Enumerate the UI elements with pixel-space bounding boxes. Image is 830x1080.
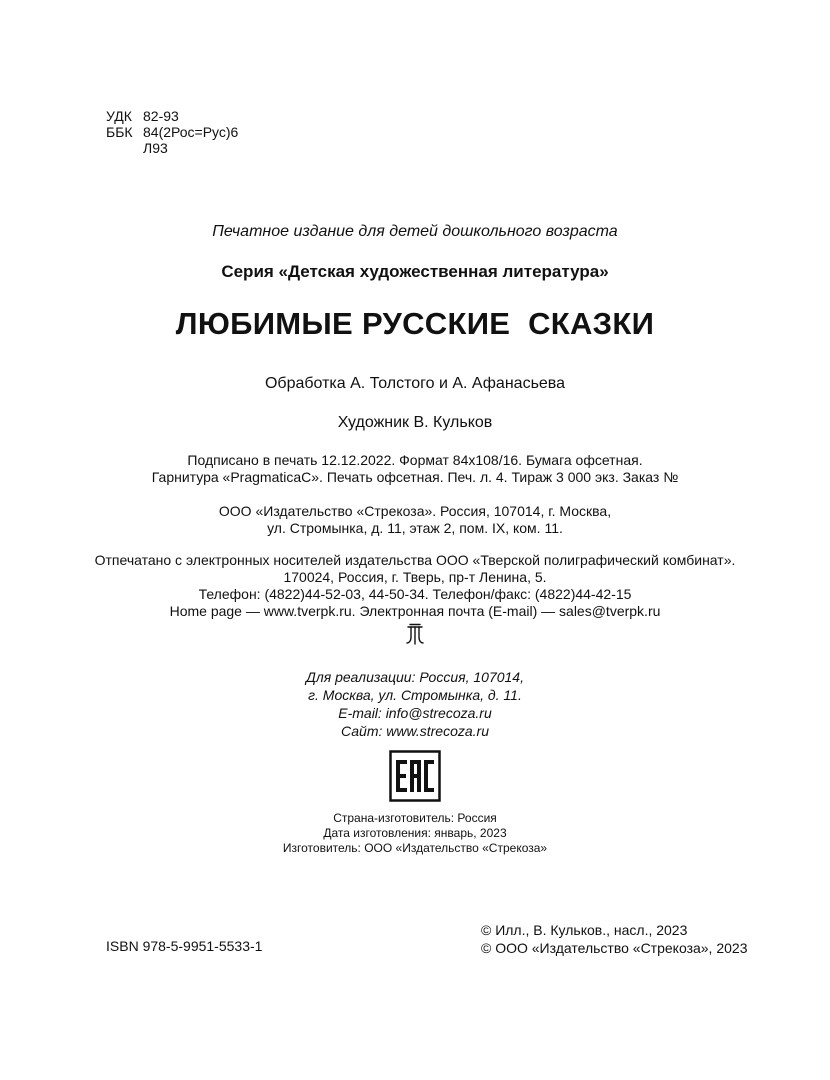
bbk-label: ББК [106, 124, 133, 140]
publisher-line: ООО «Издательство «Стрекоза». Россия, 107014, г. Москва, [218, 503, 612, 519]
udk-value: 82-93 [143, 108, 179, 124]
print-details-line: Подписано в печать 12.12.2022. Формат 84х108/16. Бумага офсетная. [187, 452, 643, 468]
copyright-line: © Илл., В. Кульков., насл., 2023 [481, 922, 688, 938]
printer-line: Телефон: (4822)44-52-03, 44-50-34. Телефон/факс: (4822)44-42-15 [198, 586, 632, 602]
adaptation-credit: Обработка А. Толстого и А. Афанасьева [264, 375, 566, 392]
print-details-line: Гарнитура «PragmaticaC». Печать офсетная. Печ. л. 4. Тираж 3 000 экз. Заказ № [151, 469, 679, 485]
copyright-line: © ООО «Издательство «Стрекоза», 2023 [481, 940, 748, 956]
eac-mark-icon [389, 750, 441, 802]
copyright-block [481, 921, 748, 957]
series-name: Серия «Детская художественная литература» [221, 262, 609, 281]
manufacturer-info [0, 811, 830, 856]
artist-credit: Художник В. Кульков [337, 414, 493, 431]
udk-label: УДК [106, 108, 132, 124]
sales-info [0, 668, 830, 740]
printer-line: Отпечатано с электронных носителей издательства ООО «Тверской полиграфический комбинат». [94, 552, 736, 568]
printer-info [0, 552, 830, 620]
sales-line: E-mail: info@strecoza.ru [338, 705, 492, 721]
isbn: ISBN 978-5-9951-5533-1 [106, 938, 263, 954]
manufacturer-line: Дата изготовления: январь, 2023 [323, 826, 507, 840]
bbk-value: 84(2Рос=Рус)6 [143, 124, 239, 140]
author-mark: Л93 [143, 140, 168, 156]
printer-mark-icon [405, 623, 425, 647]
manufacturer-line: Страна-изготовитель: Россия [333, 811, 497, 825]
print-details [0, 452, 830, 486]
printer-line: Home page — www.tverpk.ru. Электронная почта (E-mail) — sales@tverpk.ru [169, 603, 661, 619]
sales-line: Для реализации: Россия, 107014, [306, 669, 524, 685]
sales-line: Сайт: www.strecoza.ru [341, 723, 489, 739]
publisher-info [0, 503, 830, 537]
sales-line: г. Москва, ул. Стромынка, д. 11. [308, 687, 522, 703]
printer-line: 170024, Россия, г. Тверь, пр-т Ленина, 5. [283, 569, 547, 585]
publisher-line: ул. Стромынка, д. 11, этаж 2, пом. IX, ком. 11. [267, 520, 563, 536]
audience-note: Печатное издание для детей дошкольного возраста [212, 223, 618, 240]
manufacturer-line: Изготовитель: ООО «Издательство «Стрекоза» [282, 841, 548, 855]
book-title: ЛЮБИМЫЕ РУССКИЕ СКАЗКИ [175, 306, 655, 341]
classification-block [106, 108, 306, 156]
